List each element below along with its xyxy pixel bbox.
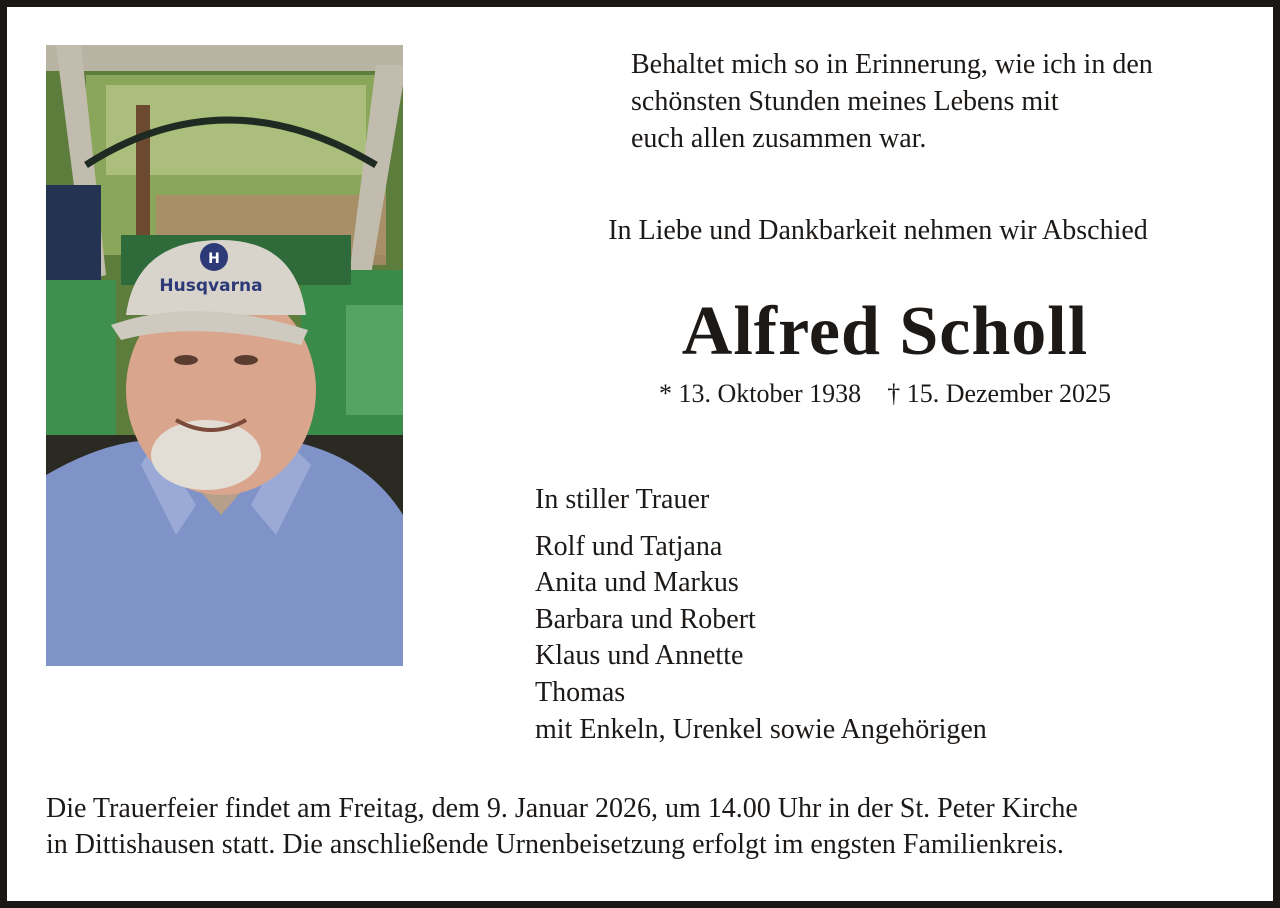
mourners-intro: In stiller Trauer [535, 484, 710, 515]
deceased-name: Alfred Scholl [681, 293, 1089, 370]
mourner-name: Barbara und Robert [535, 603, 756, 635]
birth-date: * 13. Oktober 1938 [658, 379, 862, 408]
mourner-name: mit Enkeln, Urenkel sowie Angehörigen [535, 713, 987, 745]
mourner-name: Rolf und Tatjana [535, 530, 723, 562]
portrait-photo [46, 45, 403, 666]
svg-text:H: H [208, 251, 220, 267]
cap-logo-text: Husqvarna [159, 276, 263, 296]
life-dates [480, 376, 1280, 412]
mourner-name: Anita und Markus [535, 567, 739, 599]
funeral-notice: Die Trauerfeier findet am Freitag, dem 9. Januar 2026, um 14.00 Uhr in der St. Peter Kirche in Dittishausen statt. Die anschließende Urnenbeisetzung erfolgt im engsten Familienkreis. [46, 793, 1078, 860]
mourner-name: Klaus und Annette [535, 640, 744, 672]
memorial-quote: Behaltet mich so in Erinnerung, wie ich in den schönsten Stunden meines Lebens mit euch allen zusammen war. [631, 49, 1153, 154]
mourners-block [535, 482, 1235, 748]
death-date: † 15. Dezember 2025 [887, 379, 1112, 408]
farewell-line: In Liebe und Dankbarkeit nehmen wir Abschied [608, 215, 1148, 246]
mourner-name: Thomas [535, 676, 626, 708]
